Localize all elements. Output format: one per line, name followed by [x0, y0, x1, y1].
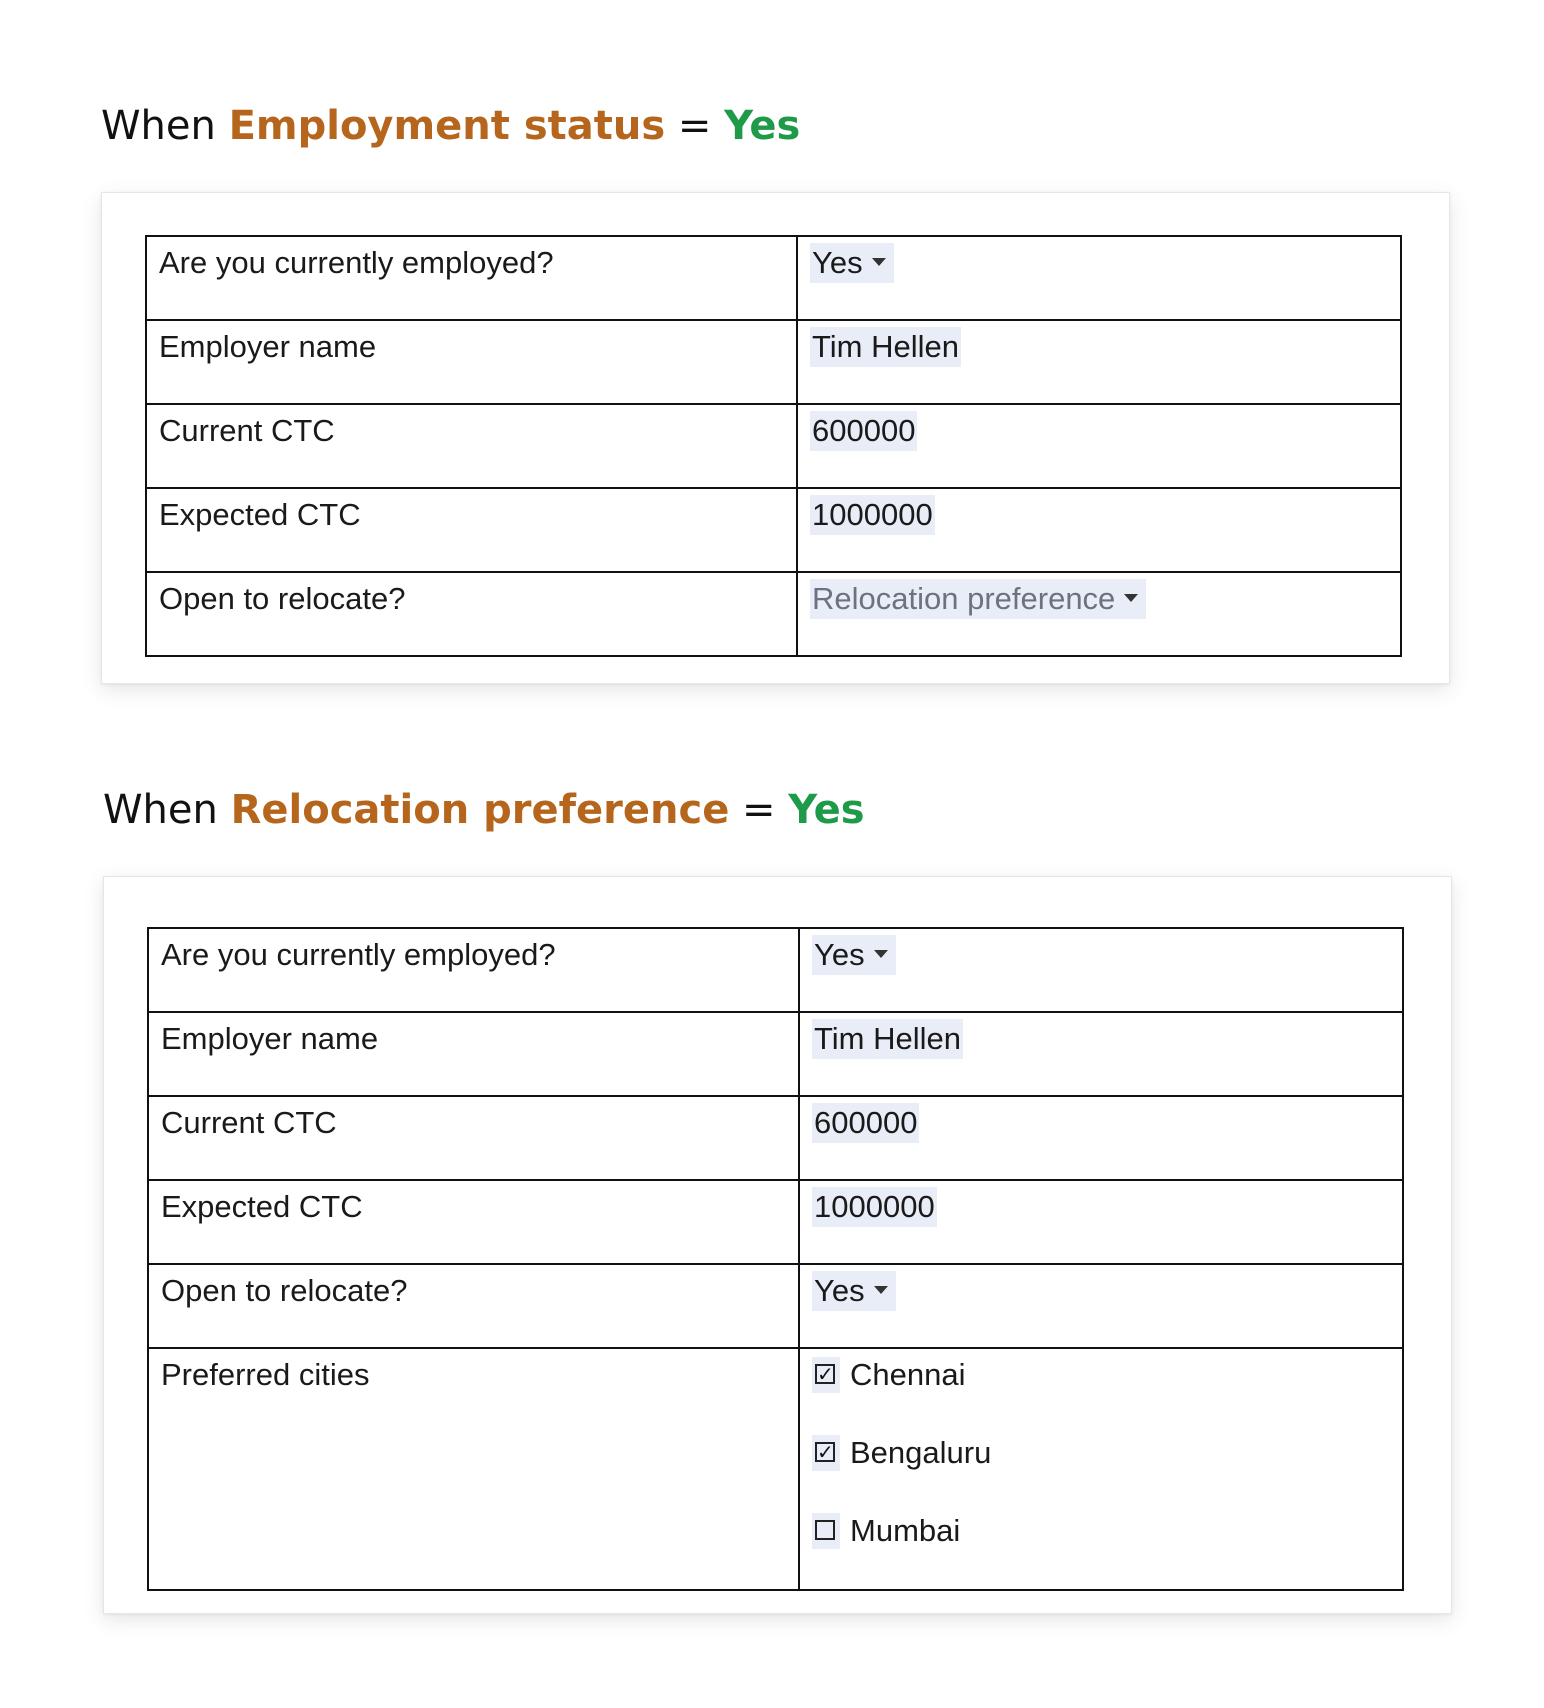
relocation-preference-placeholder: Relocation preference	[812, 581, 1116, 616]
current-ctc-cell	[797, 404, 1401, 488]
heading-field-name: Relocation preference	[230, 787, 730, 833]
heading-condition-value: Yes	[724, 103, 801, 149]
city-label: Chennai	[850, 1357, 966, 1392]
preferred-cities-label: Preferred cities	[148, 1348, 799, 1590]
current-ctc-field[interactable]: 600000	[810, 411, 917, 451]
employed-dropdown[interactable]	[810, 243, 894, 283]
employer-label: Employer name	[146, 320, 797, 404]
section1-form-card	[101, 192, 1450, 684]
heading-operator: =	[677, 103, 712, 149]
employed-dropdown-value: Yes	[814, 937, 865, 972]
preferred-cities-cell	[799, 1348, 1403, 1590]
expected-ctc-cell	[797, 488, 1401, 572]
employed-label: Are you currently employed?	[146, 236, 797, 320]
current-ctc-field[interactable]: 600000	[812, 1103, 919, 1143]
heading-operator: =	[742, 787, 776, 833]
relocate-cell	[799, 1264, 1403, 1348]
table-row	[148, 1348, 1403, 1590]
expected-ctc-field[interactable]: 1000000	[810, 495, 935, 535]
heading-condition-value: Yes	[788, 787, 865, 833]
expected-ctc-label: Expected CTC	[148, 1180, 799, 1264]
section1-heading	[101, 98, 800, 154]
section1-form-table	[145, 235, 1402, 657]
relocate-cell	[797, 572, 1401, 656]
employed-cell	[797, 236, 1401, 320]
table-row	[146, 488, 1401, 572]
employed-label: Are you currently employed?	[148, 928, 799, 1012]
relocate-label: Open to relocate?	[146, 572, 797, 656]
employer-cell	[797, 320, 1401, 404]
heading-prefix: When	[101, 103, 216, 149]
relocation-preference-value: Yes	[814, 1273, 865, 1308]
chevron-down-icon	[1124, 594, 1138, 602]
table-row	[148, 1096, 1403, 1180]
checkbox-checked-icon: ✓	[817, 1440, 834, 1464]
table-row	[148, 1012, 1403, 1096]
expected-ctc-cell	[799, 1180, 1403, 1264]
city-label: Bengaluru	[850, 1435, 992, 1470]
employed-dropdown-value: Yes	[812, 245, 863, 280]
checkbox[interactable]	[812, 1357, 840, 1393]
employer-field[interactable]: Tim Hellen	[812, 1019, 963, 1059]
employed-cell	[799, 928, 1403, 1012]
chevron-down-icon	[872, 258, 886, 266]
heading-field-name: Employment status	[228, 103, 666, 149]
table-row	[148, 1180, 1403, 1264]
section2-form-card	[103, 876, 1452, 1614]
chevron-down-icon	[874, 1286, 888, 1294]
table-row	[146, 236, 1401, 320]
expected-ctc-label: Expected CTC	[146, 488, 797, 572]
expected-ctc-field[interactable]: 1000000	[812, 1187, 937, 1227]
checkbox-checked-icon: ✓	[817, 1362, 834, 1386]
current-ctc-label: Current CTC	[146, 404, 797, 488]
city-label: Mumbai	[850, 1513, 961, 1548]
city-option-chennai[interactable]	[812, 1355, 1390, 1433]
employed-dropdown[interactable]	[812, 935, 896, 975]
city-option-mumbai[interactable]	[812, 1511, 1390, 1589]
section2-heading	[103, 782, 865, 838]
section2-form-table	[147, 927, 1404, 1591]
table-row	[146, 572, 1401, 656]
table-row	[148, 928, 1403, 1012]
relocation-preference-dropdown[interactable]	[810, 579, 1146, 619]
current-ctc-cell	[799, 1096, 1403, 1180]
employer-field[interactable]: Tim Hellen	[810, 327, 961, 367]
table-row	[146, 404, 1401, 488]
chevron-down-icon	[874, 950, 888, 958]
relocate-label: Open to relocate?	[148, 1264, 799, 1348]
relocation-preference-dropdown[interactable]	[812, 1271, 896, 1311]
checkbox[interactable]	[812, 1513, 840, 1549]
heading-prefix: When	[103, 787, 218, 833]
checkbox-unchecked-icon	[815, 1520, 835, 1540]
city-option-bengaluru[interactable]	[812, 1433, 1390, 1511]
employer-label: Employer name	[148, 1012, 799, 1096]
employer-cell	[799, 1012, 1403, 1096]
table-row	[148, 1264, 1403, 1348]
current-ctc-label: Current CTC	[148, 1096, 799, 1180]
table-row	[146, 320, 1401, 404]
checkbox[interactable]	[812, 1435, 840, 1471]
